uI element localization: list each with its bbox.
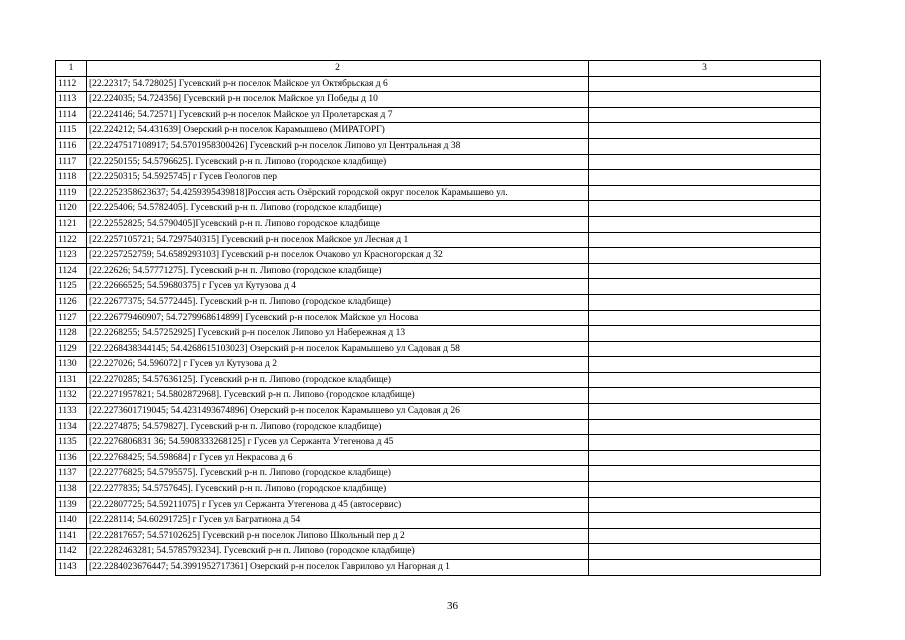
table-row	[56, 560, 821, 576]
row-address: [22.2282463281; 54.5785793234]. Гусевский р-н п. Липово (городское кладбище)	[87, 544, 589, 560]
row-number: 1134	[56, 419, 87, 435]
table-row	[56, 388, 821, 404]
row-number: 1117	[56, 154, 87, 170]
table-row	[56, 232, 821, 248]
row-note	[589, 388, 821, 404]
row-address: [22.2257252759; 54.6589293103] Гусевский р-н поселок Очаково ул Красногорская д 32	[87, 248, 589, 264]
row-address: [22.2271957821; 54.5802872968]. Гусевский р-н п. Липово (городское кладбище)	[87, 388, 589, 404]
row-note	[589, 450, 821, 466]
row-note	[589, 76, 821, 92]
table-body	[56, 76, 821, 575]
row-address: [22.224146; 54.72571] Гусевский р-н поселок Майское ул Пролетарская д 7	[87, 107, 589, 123]
row-address: [22.22626; 54.57771275]. Гусевский р-н п. Липово (городское кладбище)	[87, 263, 589, 279]
row-note	[589, 528, 821, 544]
row-number: 1132	[56, 388, 87, 404]
table-row	[56, 419, 821, 435]
table-row	[56, 513, 821, 529]
row-number: 1115	[56, 123, 87, 139]
row-number: 1122	[56, 232, 87, 248]
row-note	[589, 279, 821, 295]
row-address: [22.2250155; 54.5796625]. Гусевский р-н п. Липово (городское кладбище)	[87, 154, 589, 170]
row-number: 1128	[56, 326, 87, 342]
row-note	[589, 404, 821, 420]
table-row	[56, 138, 821, 154]
row-note	[589, 560, 821, 576]
row-address: [22.2247517108917; 54.5701958300426] Гусевский р-н поселок Липово ул Центральная д 38	[87, 138, 589, 154]
row-note	[589, 357, 821, 373]
row-number: 1139	[56, 497, 87, 513]
row-address: [22.2284023676447; 54.3991952717361] Озерский р-н поселок Гаврилово ул Нагорная д 1	[87, 560, 589, 576]
table-row	[56, 372, 821, 388]
table-row	[56, 279, 821, 295]
row-address: [22.224035; 54.724356] Гусевский р-н поселок Майское ул Победы д 10	[87, 92, 589, 108]
row-number: 1137	[56, 466, 87, 482]
row-note	[589, 263, 821, 279]
row-note	[589, 310, 821, 326]
row-number: 1142	[56, 544, 87, 560]
row-number: 1133	[56, 404, 87, 420]
row-note	[589, 232, 821, 248]
table-row	[56, 435, 821, 451]
row-number: 1138	[56, 482, 87, 498]
row-address: [22.228114; 54.60291725] г Гусев ул Багратиона д 54	[87, 513, 589, 529]
row-note	[589, 466, 821, 482]
page-number: 36	[447, 600, 458, 612]
row-note	[589, 248, 821, 264]
row-address: [22.2270285; 54.57636125]. Гусевский р-н п. Липово (городское кладбище)	[87, 372, 589, 388]
row-number: 1114	[56, 107, 87, 123]
row-address: [22.22666525; 54.59680375] г Гусев ул Кутузова д 4	[87, 279, 589, 295]
row-address: [22.2276806831 36; 54.5908333268125] г Гусев ул Сержанта Утегенова д 45	[87, 435, 589, 451]
row-number: 1130	[56, 357, 87, 373]
row-note	[589, 138, 821, 154]
row-number: 1118	[56, 170, 87, 186]
row-address: [22.227026; 54.596072] г Гусев ул Кутузова д 2	[87, 357, 589, 373]
row-number: 1112	[56, 76, 87, 92]
row-number: 1140	[56, 513, 87, 529]
table-row	[56, 544, 821, 560]
table-row	[56, 404, 821, 420]
table-row	[56, 341, 821, 357]
row-number: 1119	[56, 185, 87, 201]
row-note	[589, 513, 821, 529]
table-row	[56, 310, 821, 326]
table-row	[56, 216, 821, 232]
row-address: [22.226779460907; 54.7279968614899] Гусевский р-н поселок Майское ул Носова	[87, 310, 589, 326]
table-row	[56, 154, 821, 170]
row-number: 1135	[56, 435, 87, 451]
row-address: [22.2252358623637; 54.4259395439818]Россия асть Озёрский городской округ поселок Карамышево ул.	[87, 185, 589, 201]
row-note	[589, 154, 821, 170]
table-row	[56, 92, 821, 108]
row-address: [22.2268438344145; 54.4268615103023] Озерский р-н поселок Карамышево ул Садовая д 58	[87, 341, 589, 357]
row-number: 1129	[56, 341, 87, 357]
table-row	[56, 357, 821, 373]
row-note	[589, 544, 821, 560]
table-row	[56, 326, 821, 342]
row-number: 1121	[56, 216, 87, 232]
row-number: 1123	[56, 248, 87, 264]
row-note	[589, 170, 821, 186]
row-note	[589, 482, 821, 498]
row-number: 1141	[56, 528, 87, 544]
row-number: 1125	[56, 279, 87, 295]
row-address: [22.2274875; 54.579827]. Гусевский р-н п. Липово (городское кладбище)	[87, 419, 589, 435]
row-note	[589, 185, 821, 201]
table-row	[56, 248, 821, 264]
row-number: 1143	[56, 560, 87, 576]
table-row	[56, 263, 821, 279]
address-table	[55, 60, 821, 576]
row-note	[589, 123, 821, 139]
table-row	[56, 528, 821, 544]
row-address: [22.22768425; 54.598684] г Гусев ул Некрасова д 6	[87, 450, 589, 466]
row-note	[589, 92, 821, 108]
row-address: [22.22776825; 54.5795575]. Гусевский р-н п. Липово (городское кладбище)	[87, 466, 589, 482]
row-note	[589, 341, 821, 357]
table-row	[56, 123, 821, 139]
row-address: [22.22817657; 54.57102625] Гусевский р-н поселок Липово Школьный пер д 2	[87, 528, 589, 544]
row-address: [22.22317; 54.728025] Гусевский р-н поселок Майское ул Октябрьская д 6	[87, 76, 589, 92]
row-note	[589, 372, 821, 388]
table-row	[56, 294, 821, 310]
row-address: [22.22677375; 54.5772445]. Гусевский р-н п. Липово (городское кладбище)	[87, 294, 589, 310]
table-row	[56, 185, 821, 201]
row-number: 1120	[56, 201, 87, 217]
row-note	[589, 107, 821, 123]
header-col-1: 1	[56, 61, 87, 77]
row-address: [22.2273601719045; 54.4231493674896] Озерский р-н поселок Карамышево ул Садовая д 26	[87, 404, 589, 420]
table-row	[56, 497, 821, 513]
row-address: [22.2250315; 54.5925745] г Гусев Геологов пер	[87, 170, 589, 186]
row-note	[589, 201, 821, 217]
table-row	[56, 201, 821, 217]
row-number: 1126	[56, 294, 87, 310]
row-note	[589, 419, 821, 435]
row-address: [22.2277835; 54.5757645]. Гусевский р-н п. Липово (городское кладбище)	[87, 482, 589, 498]
row-address: [22.2268255; 54.57252925] Гусевский р-н поселок Липово ул Набережная д 13	[87, 326, 589, 342]
row-number: 1127	[56, 310, 87, 326]
header-col-2: 2	[87, 61, 589, 77]
row-note	[589, 497, 821, 513]
table-row	[56, 170, 821, 186]
table-row	[56, 107, 821, 123]
row-address: [22.22552825; 54.5790405]Гусевский р-н п. Липово городское кладбище	[87, 216, 589, 232]
row-address: [22.2257105721; 54.7297540315] Гусевский р-н поселок Майское ул Лесная д 1	[87, 232, 589, 248]
row-address: [22.225406; 54.5782405]. Гусевский р-н п. Липово (городское кладбище)	[87, 201, 589, 217]
row-number: 1131	[56, 372, 87, 388]
row-address: [22.22807725; 54.59211075] г Гусев ул Сержанта Утегенова д 45 (автосервис)	[87, 497, 589, 513]
row-number: 1116	[56, 138, 87, 154]
row-note	[589, 435, 821, 451]
row-note	[589, 216, 821, 232]
table-row	[56, 76, 821, 92]
table-row	[56, 482, 821, 498]
row-number: 1113	[56, 92, 87, 108]
row-note	[589, 326, 821, 342]
row-number: 1136	[56, 450, 87, 466]
table-row	[56, 450, 821, 466]
row-address: [22.224212; 54.431639] Озерский р-н поселок Карамышево (МИРАТОРГ)	[87, 123, 589, 139]
table-row	[56, 466, 821, 482]
header-col-3: 3	[589, 61, 821, 77]
table-header-row	[56, 61, 821, 77]
row-number: 1124	[56, 263, 87, 279]
row-note	[589, 294, 821, 310]
